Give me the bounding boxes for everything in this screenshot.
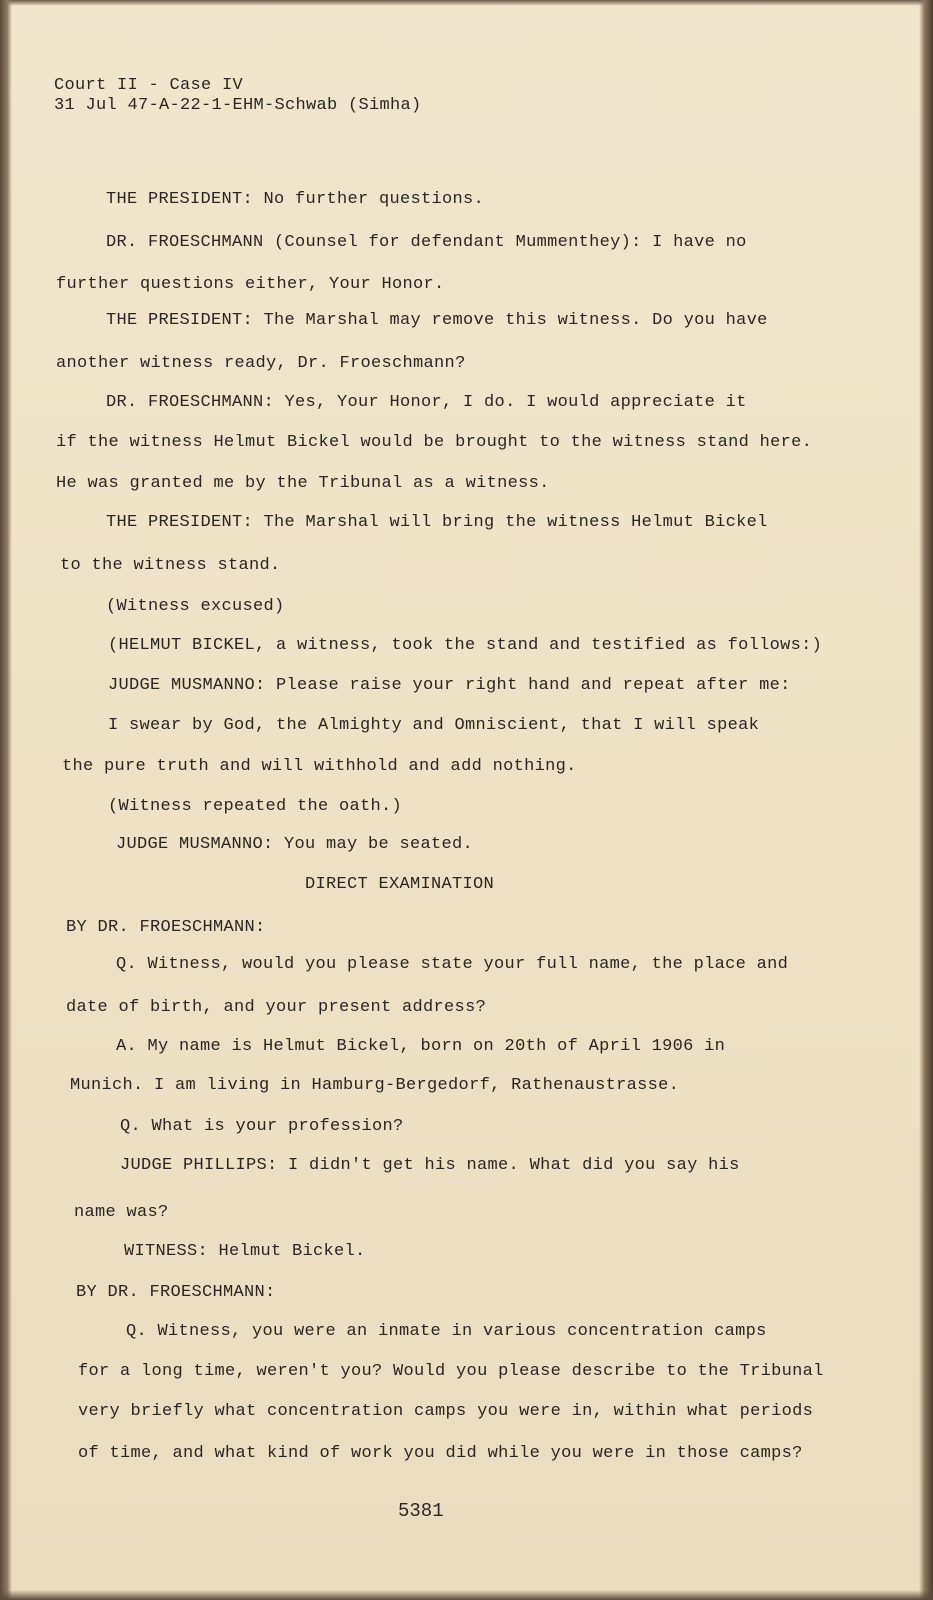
transcript-line: further questions either, Your Honor. <box>56 275 445 294</box>
transcript-line: A. My name is Helmut Bickel, born on 20th of April 1906 in <box>116 1037 726 1056</box>
transcript-line: name was? <box>74 1203 169 1222</box>
transcript-line: (Witness repeated the oath.) <box>108 797 403 816</box>
transcript-line: JUDGE MUSMANNO: Please raise your right hand and repeat after me: <box>108 676 791 695</box>
header-reference-line: 31 Jul 47-A-22-1-EHM-Schwab (Simha) <box>54 96 422 115</box>
transcript-line: DR. FROESCHMANN (Counsel for defendant Mummenthey): I have no <box>106 233 747 252</box>
transcript-line: BY DR. FROESCHMANN: <box>66 918 266 937</box>
transcript-line: DR. FROESCHMANN: Yes, Your Honor, I do. I would appreciate it <box>106 393 747 412</box>
page-edge-right <box>919 0 933 1600</box>
transcript-line: very briefly what concentration camps you were in, within what periods <box>78 1402 814 1421</box>
transcript-line: Q. Witness, you were an inmate in various concentration camps <box>126 1322 767 1341</box>
header-court-line: Court II - Case IV <box>54 76 244 95</box>
page-edge-top <box>0 0 933 6</box>
transcript-line: WITNESS: Helmut Bickel. <box>124 1242 366 1261</box>
transcript-line: another witness ready, Dr. Froeschmann? <box>56 354 466 373</box>
transcript-line: of time, and what kind of work you did while you were in those camps? <box>78 1444 803 1463</box>
page-edge-left <box>0 0 12 1600</box>
transcript-line: I swear by God, the Almighty and Omniscient, that I will speak <box>108 716 760 735</box>
transcript-line: BY DR. FROESCHMANN: <box>76 1283 276 1302</box>
transcript-line: Q. What is your profession? <box>120 1117 404 1136</box>
transcript-line: date of birth, and your present address? <box>66 998 487 1017</box>
transcript-line: THE PRESIDENT: The Marshal may remove this witness. Do you have <box>106 311 768 330</box>
transcript-line: Q. Witness, would you please state your full name, the place and <box>116 955 789 974</box>
page-edge-bottom <box>0 1590 933 1600</box>
section-heading: DIRECT EXAMINATION <box>305 875 495 894</box>
transcript-line: (Witness excused) <box>106 597 285 616</box>
transcript-line: for a long time, weren't you? Would you please describe to the Tribunal <box>78 1362 824 1381</box>
transcript-line: to the witness stand. <box>60 556 281 575</box>
transcript-line: THE PRESIDENT: No further questions. <box>106 190 485 209</box>
transcript-line: Munich. I am living in Hamburg-Bergedorf, Rathenaustrasse. <box>70 1076 680 1095</box>
transcript-line: the pure truth and will withhold and add nothing. <box>62 757 577 776</box>
transcript-line: (HELMUT BICKEL, a witness, took the stand and testified as follows:) <box>108 636 823 655</box>
transcript-line: if the witness Helmut Bickel would be brought to the witness stand here. <box>56 433 813 452</box>
transcript-line: He was granted me by the Tribunal as a witness. <box>56 474 550 493</box>
page-number: 5381 <box>398 1500 444 1522</box>
transcript-line: JUDGE PHILLIPS: I didn't get his name. What did you say his <box>120 1156 740 1175</box>
transcript-line: THE PRESIDENT: The Marshal will bring the witness Helmut Bickel <box>106 513 768 532</box>
transcript-line: JUDGE MUSMANNO: You may be seated. <box>116 835 474 854</box>
